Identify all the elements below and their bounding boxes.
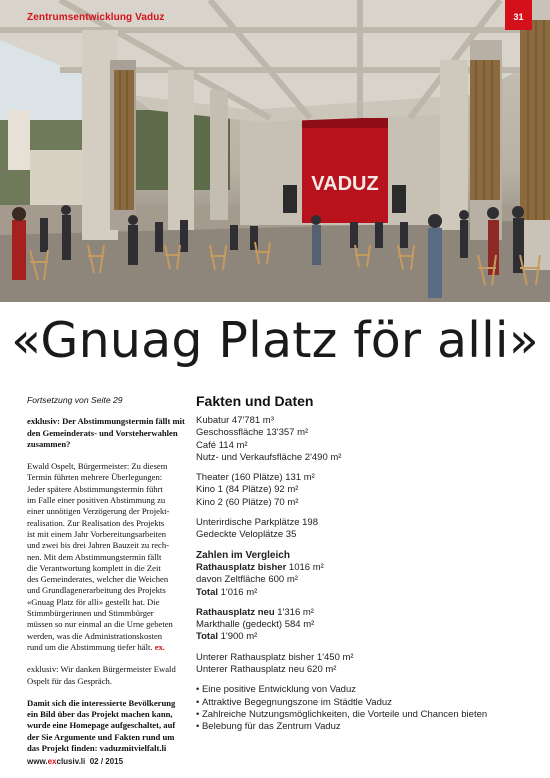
interview-paragraph	[27, 664, 185, 687]
paragraph-line: Ewald Ospelt, Bürgermeister: Zu diesem	[27, 461, 168, 472]
benefit-item: • Belebung für das Zentrum Vaduz	[196, 721, 536, 733]
rathausplatz-bisher-label: Rathausplatz bisher	[196, 561, 287, 573]
site-prefix: www.	[27, 757, 48, 766]
paragraph-line: einer unnötigen Verzögerung der Projekt-	[27, 506, 170, 517]
paragraph-line: realisation. Zur Realisation des Projekts	[27, 517, 165, 528]
paragraph-line: und zwei bis drei Jahren Bauzeit zu rech-	[27, 540, 169, 551]
rathausplatz-neu-label: Rathausplatz neu	[196, 606, 275, 618]
stage-sign: VADUZ	[311, 173, 379, 195]
fact-line: Theater (160 Plätze) 131 m²	[196, 472, 315, 484]
issue-number: 02 / 2015	[89, 757, 124, 766]
site-brand: ex	[47, 757, 57, 766]
paragraph-line: im Falle einer positiven Abstimmung zu	[27, 495, 166, 506]
paragraph-line: Ospelt für das Gespräch.	[27, 675, 112, 686]
facts-box	[196, 393, 536, 734]
paragraph-line: und Grundlagenerarbeitung des Projekts	[27, 585, 166, 596]
benefit-item: • Zahlreiche Nutzungsmöglichkeiten, die Vorteile und Chancen bieten	[196, 709, 536, 721]
fact-line: Café 114 m²	[196, 439, 248, 451]
paragraph-line: werden, was die Administrationskosten	[27, 630, 163, 641]
rathausplatz-neu-line	[196, 607, 536, 619]
paragraph-line: exklusiv: Der Abstimmungstermin fällt mit	[27, 416, 185, 427]
hero-illustration	[0, 0, 550, 302]
site-suffix: clusiv.li	[56, 757, 86, 766]
end-mark: ex.	[152, 641, 165, 652]
fact-line: Kino 2 (60 Plätze) 70 m²	[196, 496, 299, 508]
paragraph-line: Stimmbürgerinnen und Stimmbürger	[27, 608, 154, 619]
paragraph-line: Damit sich die interessierte Bevölkerung	[27, 697, 176, 708]
benefit-item: • Eine positive Entwicklung von Vaduz	[196, 684, 536, 696]
interview-column	[27, 395, 185, 765]
fact-line: Gedeckte Veloplätze 35	[196, 529, 297, 541]
paragraph-line: exklusiv: Wir danken Bürgermeister Ewald	[27, 664, 176, 675]
paragraph-line: ist mit einem Jahr Vorbereitungsarbeiten	[27, 528, 167, 539]
paragraph-line: den Gemeinderats- und Vorsteherwahlen	[27, 427, 178, 438]
comparison-neu	[196, 607, 536, 644]
paragraph-line: «Gnuag Platz för alli» gestellt hat. Die	[27, 596, 160, 607]
facts-group-parking	[196, 517, 536, 542]
paragraph-line: des Gemeinderates, welcher die Weichen	[27, 574, 169, 585]
paragraph-line: ein Bild über das Projekt machen kann,	[27, 709, 173, 720]
paragraph-line: das Projekt finden: vaduzmitvielfalt.li	[27, 743, 167, 754]
benefit-item: • Attraktive Begegnungszone im Städtle Vaduz	[196, 697, 536, 709]
hero-image	[0, 0, 550, 302]
paragraph-line: Termin führten mehrere Überlegungen:	[27, 472, 163, 483]
rathausplatz-bisher-value: 1016 m²	[288, 561, 324, 573]
interview-paragraphs	[27, 416, 185, 754]
total-neu-line	[196, 631, 536, 643]
paragraph-line: zusammen?	[27, 438, 71, 449]
page-number-tab	[505, 0, 532, 30]
paragraph-line: der Sie Argumente und Fakten rund um	[27, 731, 175, 742]
interview-paragraph	[27, 698, 185, 754]
facts-title: Fakten und Daten	[196, 393, 314, 409]
paragraph-line: nen. Mit dem Abstimmungstermin fällt	[27, 551, 162, 562]
section-label: Zentrumsentwicklung Vaduz	[27, 12, 165, 23]
interview-paragraph	[27, 461, 185, 653]
total-bisher-line	[196, 587, 536, 599]
total-label: Total	[196, 586, 218, 598]
comparison-bisher	[196, 550, 536, 599]
comparison-unterer	[196, 652, 536, 677]
fact-line: Geschossfläche 13'357 m²	[196, 427, 309, 439]
comparison-heading: Zahlen im Vergleich	[196, 549, 290, 561]
paragraph-line: die Verantwortung komplett in die Zeit	[27, 562, 161, 573]
paragraph-line: Jeder spätere Abstimmungstermin führt	[27, 483, 163, 494]
paragraph-line: wurde eine Homepage aufgeschaltet, auf	[27, 720, 176, 731]
interview-paragraph	[27, 416, 185, 450]
paragraph-line: rund um die Abstimmung tiefer hält.	[27, 641, 153, 652]
total-value: 1'016 m²	[220, 586, 258, 598]
rathausplatz-bisher-line	[196, 562, 536, 574]
fact-line: Kubatur 47'781 m³	[196, 415, 274, 426]
zeltflaeche-line: davon Zeltfläche 600 m²	[196, 574, 298, 586]
rathausplatz-neu-value: 1'316 m²	[277, 606, 314, 618]
markthalle-line: Markthalle (gedeckt) 584 m²	[196, 619, 315, 631]
facts-group-venues	[196, 472, 536, 509]
article-headline: «Gnuag Platz för alli»	[11, 312, 539, 369]
fact-line: Kino 1 (84 Plätze) 92 m²	[196, 484, 299, 496]
fact-line: Nutz- und Verkaufsfläche 2'490 m²	[196, 451, 342, 463]
fact-line: Unterer Rathausplatz bisher 1'450 m²	[196, 651, 354, 663]
total-label: Total	[196, 631, 218, 643]
paragraph-line: müssen so nur einmal an die Urne gebeten	[27, 619, 173, 630]
page-number: 31	[513, 12, 524, 22]
continuation-note: Fortsetzung von Seite 29	[27, 395, 123, 405]
page-footer	[27, 757, 123, 766]
facts-group-building	[196, 415, 536, 464]
benefits-list	[196, 684, 536, 733]
fact-line: Unterer Rathausplatz neu 620 m²	[196, 664, 337, 676]
fact-line: Unterirdische Parkplätze 198	[196, 517, 318, 529]
total-value: 1'900 m²	[220, 631, 258, 643]
